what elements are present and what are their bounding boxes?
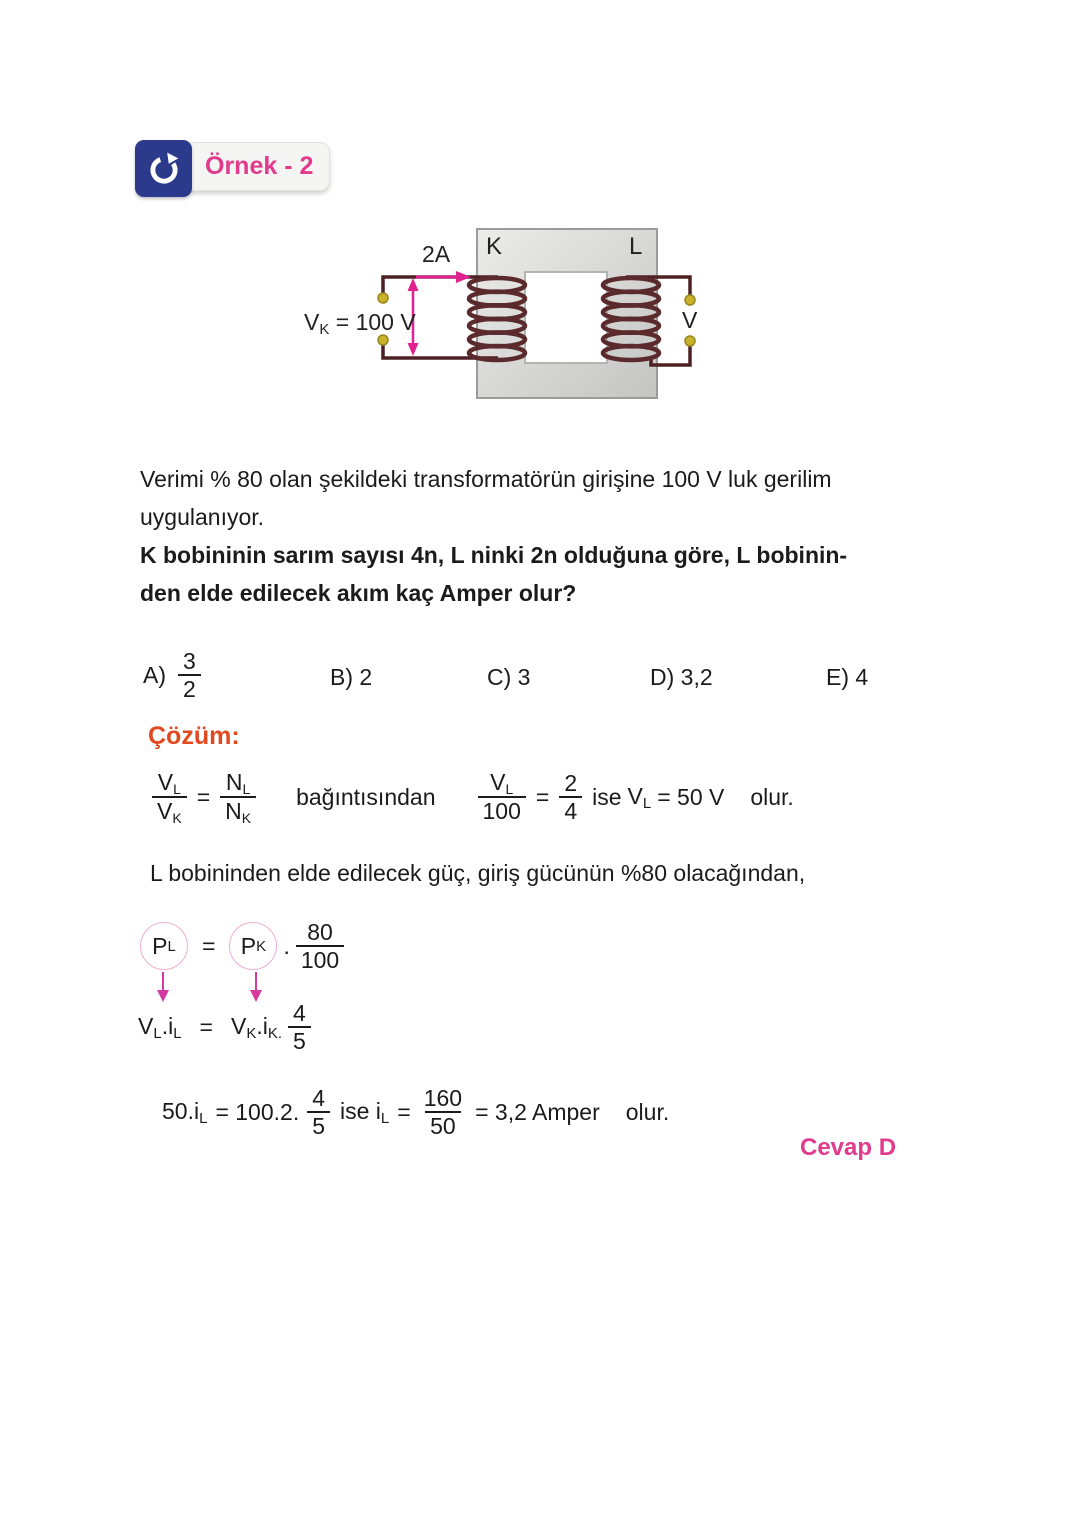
choice-a <box>143 648 201 703</box>
vk-ik-term: VK.iK. <box>230 1013 283 1042</box>
terminal-dot <box>685 295 695 305</box>
equation-ratio <box>152 758 794 836</box>
refresh-icon <box>146 151 182 187</box>
equals-sign: = <box>397 1098 411 1125</box>
terminal-dot <box>685 336 695 346</box>
choice-a-fraction <box>178 648 201 703</box>
problem-question-line: K bobininin sarım sayısı 4n, L ninki 2n olduğuna göre, L bobinin- <box>140 542 848 568</box>
fraction-80-100: 80 100 <box>296 919 344 974</box>
olur-word: olur. <box>750 783 794 810</box>
core-window-rect <box>525 272 607 363</box>
example-badge <box>188 142 330 191</box>
solution-heading: Çözüm: <box>148 722 240 750</box>
circled-pl: P L <box>140 922 188 970</box>
source-voltage-sub: K <box>319 321 330 338</box>
example-badge-label: Örnek - 2 <box>205 152 314 180</box>
meter-label: V <box>682 307 698 333</box>
problem-intro <box>140 460 832 536</box>
equals-sign: = <box>199 1013 213 1040</box>
choice-a-denominator: 2 <box>178 674 201 702</box>
l-coil <box>603 278 659 360</box>
problem-question-line: den elde edilecek akım kaç Amper olur? <box>140 580 577 606</box>
choice-c: C) 3 <box>487 664 531 690</box>
vl-term: VL <box>627 783 652 812</box>
connector-word: bağıntısından <box>296 783 436 810</box>
choice-d: D) 3,2 <box>650 664 713 690</box>
fraction-vl-vk: $\frac{VL}{VK}$ <box>152 769 187 825</box>
source-voltage-rest: = 100 V <box>329 309 416 335</box>
equation-vi <box>138 998 311 1056</box>
transformer-diagram <box>280 215 720 430</box>
choice-e: E) 4 <box>826 664 869 690</box>
problem-intro-line: Verimi % 80 olan şekildeki transformatörün girişine 100 V luk gerilim <box>140 466 832 492</box>
choice-b: B) 2 <box>330 664 373 690</box>
current-label: 2A <box>422 241 451 267</box>
equals-sign: = <box>196 783 211 810</box>
coil-l-label: L <box>629 233 643 260</box>
current-arrow <box>416 271 471 283</box>
power-note: L bobininden elde edilecek güç, giriş gücünün %80 olacağından, <box>150 860 806 886</box>
fraction-2-4: $\frac{2}{4}$ <box>559 770 582 825</box>
choice-a-numerator: 3 <box>183 648 196 674</box>
equation-power <box>140 918 344 974</box>
answer-label: Cevap D <box>800 1134 897 1161</box>
result-term: = 3,2 Amper <box>475 1098 600 1125</box>
fraction-nl-nk: $\frac{NL}{NK}$ <box>220 769 256 825</box>
ise-il-term: ise iL <box>340 1098 390 1127</box>
problem-intro-line: uygulanıyor. <box>140 504 265 530</box>
circled-pk: P K <box>229 922 277 970</box>
vl-il-term: VL.iL <box>138 1013 182 1042</box>
fraction-4-5: 4 5 <box>288 1000 311 1055</box>
fraction-4-5: 4 5 <box>307 1085 330 1140</box>
result-50v: = 50 V <box>657 783 725 810</box>
example-badge-icon-box <box>135 140 192 197</box>
source-voltage-base: V <box>304 309 320 335</box>
multiply-dot: . <box>283 932 290 959</box>
k-coil <box>469 278 525 360</box>
choice-a-label: A) <box>143 661 166 688</box>
coil-k-label: K <box>486 233 503 260</box>
lead-term: 50.iL <box>162 1098 208 1127</box>
ise-word: ise <box>592 783 622 810</box>
problem-question <box>140 536 847 612</box>
equation-final <box>162 1082 669 1142</box>
source-voltage-label <box>304 309 416 337</box>
fraction-vl-100: $\frac{VL}{100}$ <box>478 769 526 824</box>
mid-term: = 100.2. <box>215 1098 300 1125</box>
equals-sign: = <box>202 932 216 959</box>
terminal-dot <box>378 293 388 303</box>
olur-word: olur. <box>625 1098 670 1125</box>
equals-sign: = <box>535 783 550 810</box>
fraction-160-50: $\frac{160}{50}$ <box>423 1084 463 1139</box>
